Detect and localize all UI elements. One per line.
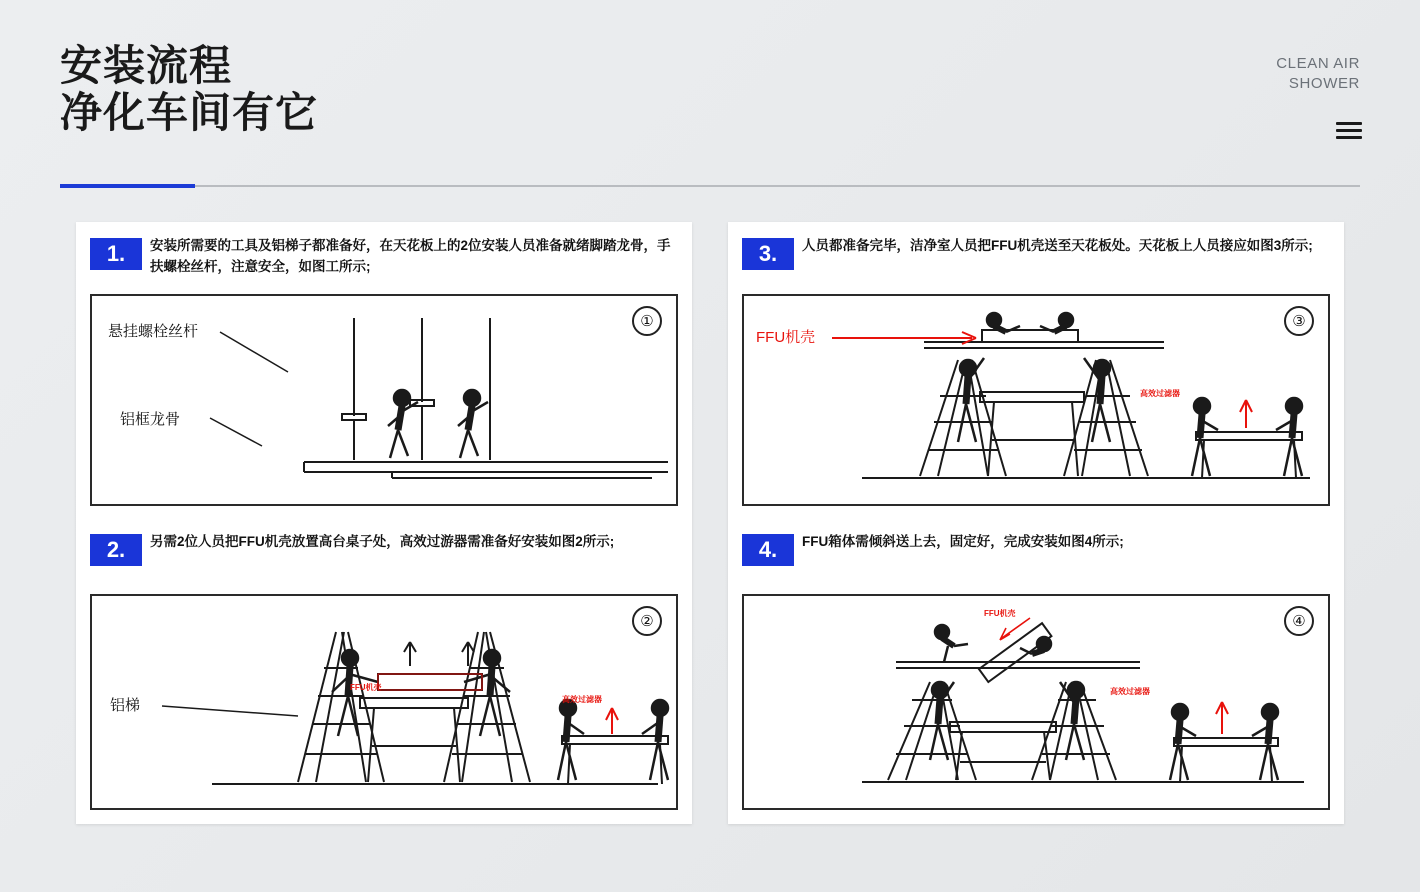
step-2-illustration: [90, 594, 678, 810]
step-1-label-bolt-rod: 悬挂螺栓丝杆: [108, 323, 199, 340]
step-3-description: 人员都准备完毕，洁净室人员把FFU机壳送至天花板处。天花板上人员接应如图3所示;: [802, 238, 1313, 253]
step-2-figure-number: ②: [632, 606, 662, 636]
step-1-label-aluminum-keel: 铝框龙骨: [120, 411, 181, 428]
step-4-svg: [744, 596, 1328, 808]
step-2-number: 2.: [90, 534, 142, 566]
header-divider-accent: [60, 184, 195, 188]
step-2-label-ffu: FFU机壳: [350, 683, 382, 692]
step-1-header: [76, 222, 692, 284]
step-4-drawing: [744, 596, 1328, 808]
step-1-illustration: [90, 294, 678, 506]
left-column: [76, 222, 692, 824]
step-4-number: 4.: [742, 534, 794, 566]
step-card-3: [728, 222, 1344, 518]
brand-line-2: SHOWER: [1288, 75, 1360, 93]
menu-icon-bar-1: [1336, 122, 1362, 125]
step-4-description: FFU箱体需倾斜送上去，固定好，完成安装如图4所示;: [802, 534, 1124, 549]
step-3-illustration: [742, 294, 1330, 506]
step-4-label-filter: 高效过滤器: [1110, 687, 1150, 696]
brand-logo-text: [1276, 54, 1360, 95]
menu-icon[interactable]: [1336, 122, 1362, 142]
step-3-drawing: [744, 296, 1328, 504]
step-3-svg: [744, 296, 1328, 504]
step-card-1: [76, 222, 692, 518]
step-1-number: 1.: [90, 238, 142, 270]
step-3-label-ffu: FFU机壳: [756, 329, 816, 346]
step-4-label-ffu: FFU机壳: [984, 609, 1016, 618]
step-2-label-ladder: 铝梯: [110, 697, 141, 714]
step-2-label-filter: 高效过滤器: [562, 695, 602, 704]
step-4-illustration: [742, 594, 1330, 810]
title-line-1: 安装流程: [60, 42, 233, 89]
step-3-figure-number: ③: [1284, 306, 1314, 336]
title-line-2: 净化车间有它: [60, 89, 319, 137]
menu-icon-bar-3: [1336, 136, 1362, 139]
step-3-header: [728, 222, 1344, 284]
right-column: [728, 222, 1344, 824]
step-2-header: [76, 518, 692, 580]
slide-header: [0, 0, 1420, 195]
step-card-2: [76, 518, 692, 824]
step-1-figure-number: ①: [632, 306, 662, 336]
step-2-description: 另需2位人员把FFU机壳放置高台桌子处，高效过游器需准备好安装如图2所示;: [150, 534, 615, 549]
page-title: [60, 42, 318, 136]
menu-icon-bar-2: [1336, 129, 1362, 132]
step-3-number: 3.: [742, 238, 794, 270]
step-4-figure-number: ④: [1284, 606, 1314, 636]
header-divider: [60, 185, 1360, 187]
step-3-label-filter: 高效过滤器: [1140, 389, 1180, 398]
step-card-4: [728, 518, 1344, 824]
content-area: [0, 222, 1420, 826]
brand-line-1: CLEAN AIR: [1276, 55, 1360, 72]
step-4-header: [728, 518, 1344, 580]
step-1-description: 安装所需要的工具及铝梯子都准备好，在天花板上的2位安装人员准备就绪脚踏龙骨，手扶螺栓丝杆，注意安全，如图工所示;: [150, 238, 671, 274]
